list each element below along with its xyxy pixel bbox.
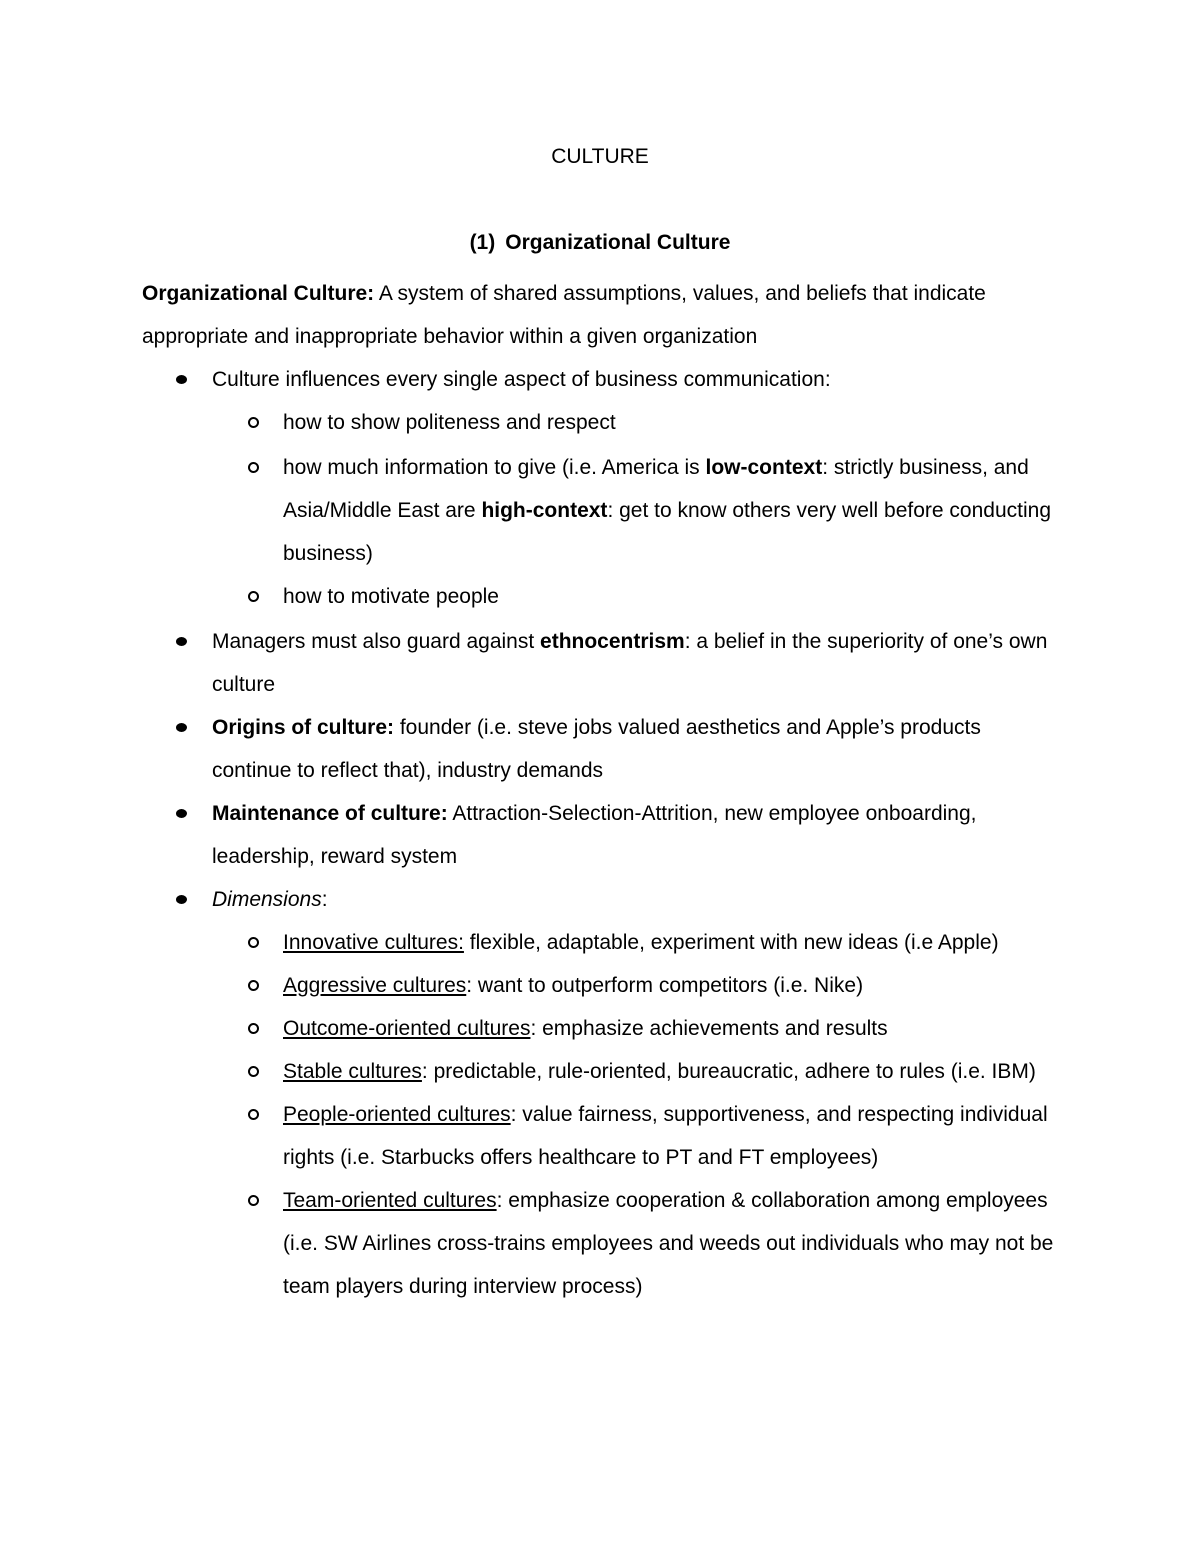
- hollow-bullet-icon: [248, 937, 259, 948]
- sub-list-item: [142, 1179, 1062, 1308]
- text-run: : emphasize achievements and results: [530, 1017, 888, 1040]
- hollow-bullet-icon: [248, 980, 259, 991]
- definition-paragraph: [142, 272, 1062, 358]
- definition-text: A system of shared assumptions, values, and beliefs that indicate appropriate and inappropriate behavior within a given organization: [142, 282, 986, 348]
- sub-item-text: [283, 1060, 1036, 1083]
- dimension-term: Team-oriented cultures: [283, 1189, 497, 1212]
- bullet-icon: [176, 723, 187, 732]
- item-label: Dimensions: [212, 888, 322, 911]
- term-low-context: low-context: [705, 456, 823, 479]
- item-label: Origins of culture:: [212, 716, 395, 739]
- list-item-text: Culture influences every single aspect of business communication:: [212, 368, 831, 391]
- text-run: : a belief in the superiority of one’s own culture: [212, 630, 1048, 696]
- list-item: [142, 620, 1062, 706]
- sub-item-text: [283, 456, 1051, 565]
- hollow-bullet-icon: [248, 1023, 259, 1034]
- sub-item-text: [283, 974, 863, 997]
- list-item-text: [212, 802, 977, 868]
- text-run: : value fairness, supportiveness, and respecting individual rights (i.e. Starbucks offers healthcare to PT and FT employees): [283, 1103, 1048, 1169]
- definition-term: Organizational Culture:: [142, 282, 375, 305]
- sub-list-item: [142, 446, 1062, 575]
- bullet-icon: [176, 375, 187, 384]
- item-label: Maintenance of culture:: [212, 802, 448, 825]
- dimension-term: Stable cultures: [283, 1060, 422, 1083]
- list-item-text: [212, 630, 1047, 696]
- sub-item-text: [283, 1017, 888, 1040]
- dimension-term: Innovative cultures:: [283, 931, 464, 954]
- sub-item-text: [283, 1189, 1053, 1298]
- dimension-term: Aggressive cultures: [283, 974, 467, 997]
- list-item: [142, 358, 1062, 618]
- dimension-term: Outcome-oriented cultures: [283, 1017, 531, 1040]
- bullet-list: [142, 358, 1062, 1308]
- sub-item-text: [283, 931, 999, 954]
- text-run: : emphasize cooperation & collaboration among employees (i.e. SW Airlines cross-trains employees and weeds out individuals who may not be team players during interview process): [283, 1189, 1054, 1298]
- section-number: (1): [469, 231, 496, 254]
- list-item: [142, 878, 1062, 1308]
- list-item: [142, 706, 1062, 792]
- section-title: Organizational Culture: [505, 231, 731, 254]
- sub-item-text: how to show politeness and respect: [283, 411, 616, 434]
- sub-item-text: how to motivate people: [283, 585, 499, 608]
- text-run: Managers must also guard against: [212, 630, 541, 653]
- sub-list-item: [142, 1093, 1062, 1179]
- text-run: flexible, adaptable, experiment with new ideas (i.e Apple): [463, 931, 999, 954]
- hollow-bullet-icon: [248, 1066, 259, 1077]
- sub-list-item: [142, 575, 1062, 618]
- hollow-bullet-icon: [248, 417, 259, 428]
- list-item-text: [212, 888, 328, 911]
- hollow-bullet-icon: [248, 1109, 259, 1120]
- section-heading: [0, 229, 1200, 257]
- text-run: : want to outperform competitors (i.e. Nike): [466, 974, 864, 997]
- text-run: Attraction-Selection-Attrition, new employee onboarding, leadership, reward system: [212, 802, 977, 868]
- hollow-bullet-icon: [248, 591, 259, 602]
- bullet-icon: [176, 637, 187, 646]
- sub-list-item: [142, 1050, 1062, 1093]
- text-run: how much information to give (i.e. America is: [283, 456, 706, 479]
- term-ethnocentrism: ethnocentrism: [540, 630, 685, 653]
- text-run: : get to know others very well before conducting business): [283, 499, 1052, 565]
- document-body: [142, 272, 1062, 1308]
- sub-list-item: [142, 1007, 1062, 1050]
- document-title: CULTURE: [551, 145, 649, 168]
- list-item-text: [212, 716, 981, 782]
- bullet-icon: [176, 809, 187, 818]
- hollow-bullet-icon: [248, 462, 259, 473]
- text-run: founder (i.e. steve jobs valued aesthetics and Apple’s products continue to reflect that), industry demands: [212, 716, 981, 782]
- sub-list: [142, 401, 1062, 618]
- dimension-term: People-oriented cultures: [283, 1103, 511, 1126]
- sub-list-item: [142, 401, 1062, 444]
- term-high-context: high-context: [481, 499, 608, 522]
- hollow-bullet-icon: [248, 1195, 259, 1206]
- list-item: [142, 792, 1062, 878]
- text-run: : predictable, rule-oriented, bureaucratic, adhere to rules (i.e. IBM): [421, 1060, 1036, 1083]
- sub-list-item: [142, 921, 1062, 964]
- sub-list-item: [142, 964, 1062, 1007]
- text-run: : strictly business, and Asia/Middle East are: [283, 456, 1029, 522]
- dimensions-list: [142, 921, 1062, 1308]
- text-run: :: [321, 888, 328, 911]
- bullet-icon: [176, 895, 187, 904]
- sub-item-text: [283, 1103, 1048, 1169]
